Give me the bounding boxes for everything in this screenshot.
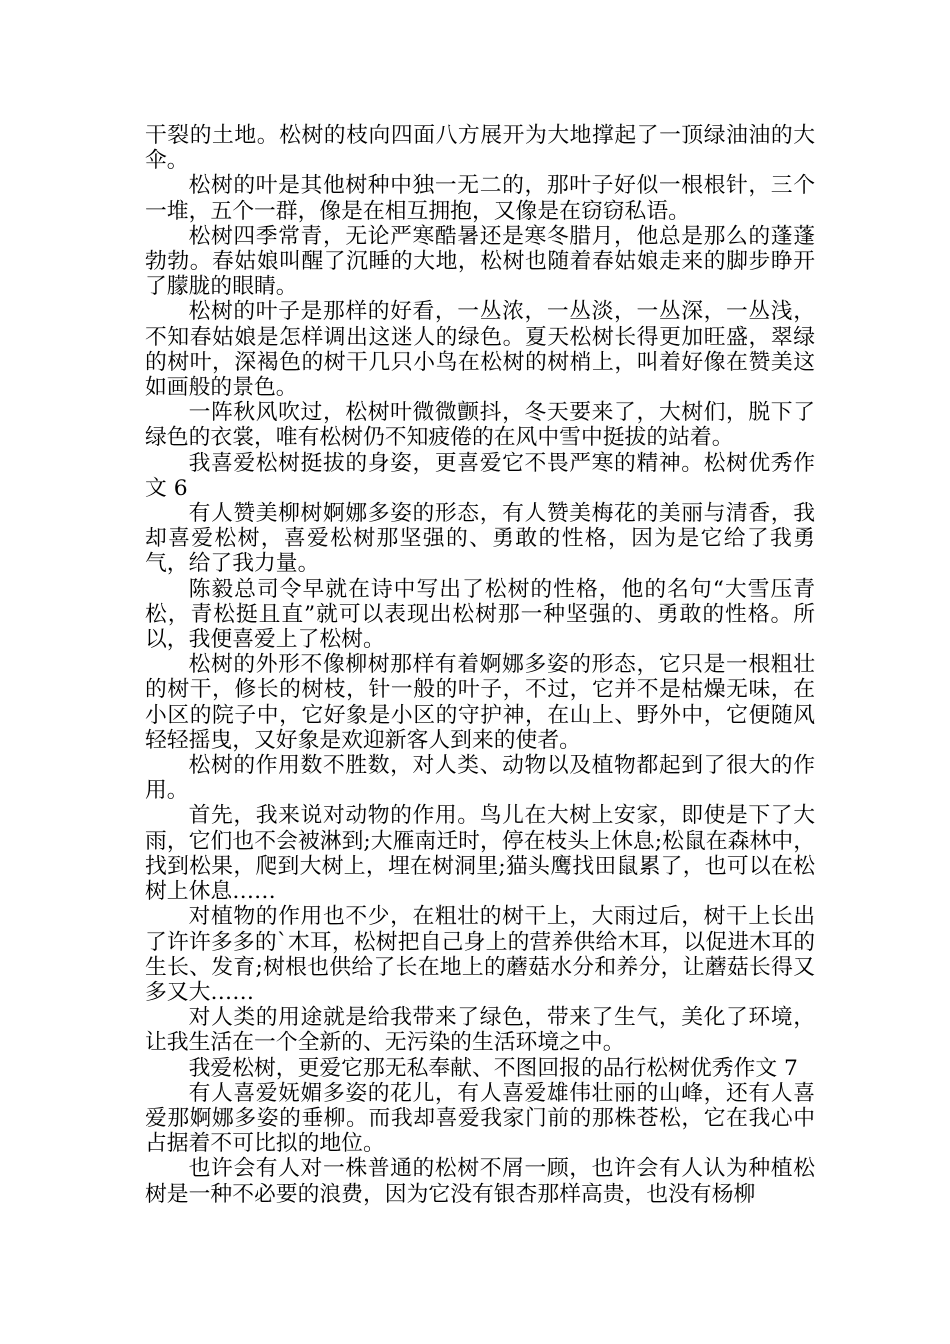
paragraph: 松树的作用数不胜数，对人类、动物以及植物都起到了很大的作用。 <box>145 753 815 804</box>
paragraph: 我喜爱松树挺拔的身姿，更喜爱它不畏严寒的精神。松树优秀作文 6 <box>145 450 815 501</box>
paragraph: 陈毅总司令早就在诗中写出了松树的性格，他的名句“大雪压青松，青松挺且直”就可以表现出松树那一种坚强的、勇敢的性格。所以，我便喜爱上了松树。 <box>145 576 815 653</box>
document-body <box>145 123 815 1207</box>
paragraph: 有人喜爱妩媚多姿的花儿，有人喜爱雄伟壮丽的山峰，还有人喜爱那婀娜多姿的垂柳。而我却喜爱我家门前的那株苍松，它在我心中占据着不可比拟的地位。 <box>145 1080 815 1157</box>
paragraph: 也许会有人对一株普通的松树不屑一顾，也许会有人认为种植松树是一种不必要的浪费，因为它没有银杏那样高贵，也没有杨柳 <box>145 1156 815 1207</box>
paragraph: 对植物的作用也不少，在粗壮的树干上，大雨过后，树干上长出了许许多多的`木耳，松树把自己身上的营养供给木耳，以促进木耳的生长、发育;树根也供给了长在地上的蘑菇水分和养分，让蘑菇长得又多又大…… <box>145 904 815 1005</box>
paragraph: 有人赞美柳树婀娜多姿的形态，有人赞美梅花的美丽与清香，我却喜爱松树，喜爱松树那坚强的、勇敢的性格，因为是它给了我勇气，给了我力量。 <box>145 501 815 577</box>
paragraph: 首先，我来说对动物的作用。鸟儿在大树上安家，即使是下了大雨，它们也不会被淋到;大雁南迁时，停在枝头上休息;松鼠在森林中，找到松果，爬到大树上，埋在树洞里;猫头鹰找田鼠累了，也可以在松树上休息…… <box>145 803 815 905</box>
paragraph: 松树四季常青，无论严寒酷暑还是寒冬腊月，他总是那么的蓬蓬勃勃。春姑娘叫醒了沉睡的大地，松树也随着春姑娘走来的脚步睁开了朦胧的眼睛。 <box>145 223 815 300</box>
paragraph: 我爱松树，更爱它那无私奉献、不图回报的品行松树优秀作文 7 <box>188 1055 798 1081</box>
paragraph: 松树的外形不像柳树那样有着婀娜多姿的形态，它只是一根粗壮的树干，修长的树枝，针一般的叶子，不过，它并不是枯燥无味，在小区的院子中，它好象是小区的守护神，在山上、野外中，它便随风轻轻摇曳，又好象是欢迎新客人到来的使者。 <box>145 652 815 753</box>
paragraph: 松树的叶是其他树种中独一无二的，那叶子好似一根根针，三个一堆，五个一群，像是在相互拥抱，又像是在窃窃私语。 <box>145 173 815 224</box>
paragraph: 对人类的用途就是给我带来了绿色，带来了生气，美化了环境，让我生活在一个全新的、无污染的生活环境之中。 <box>145 1005 815 1056</box>
paragraph: 一阵秋风吹过，松树叶微微颤抖，冬天要来了，大树们，脱下了绿色的衣裳，唯有松树仍不知疲倦的在风中雪中挺拔的站着。 <box>145 400 815 451</box>
paragraph: 干裂的土地。松树的枝向四面八方展开为大地撑起了一顶绿油油的大伞。 <box>145 123 815 174</box>
paragraph: 松树的叶子是那样的好看，一丛浓，一丛淡，一丛深，一丛浅，不知春姑娘是怎样调出这迷人的绿色。夏天松树长得更加旺盛，翠绿的树叶，深褐色的树干几只小鸟在松树的树梢上，叫着好像在赞美这如画般的景色。 <box>145 299 815 401</box>
